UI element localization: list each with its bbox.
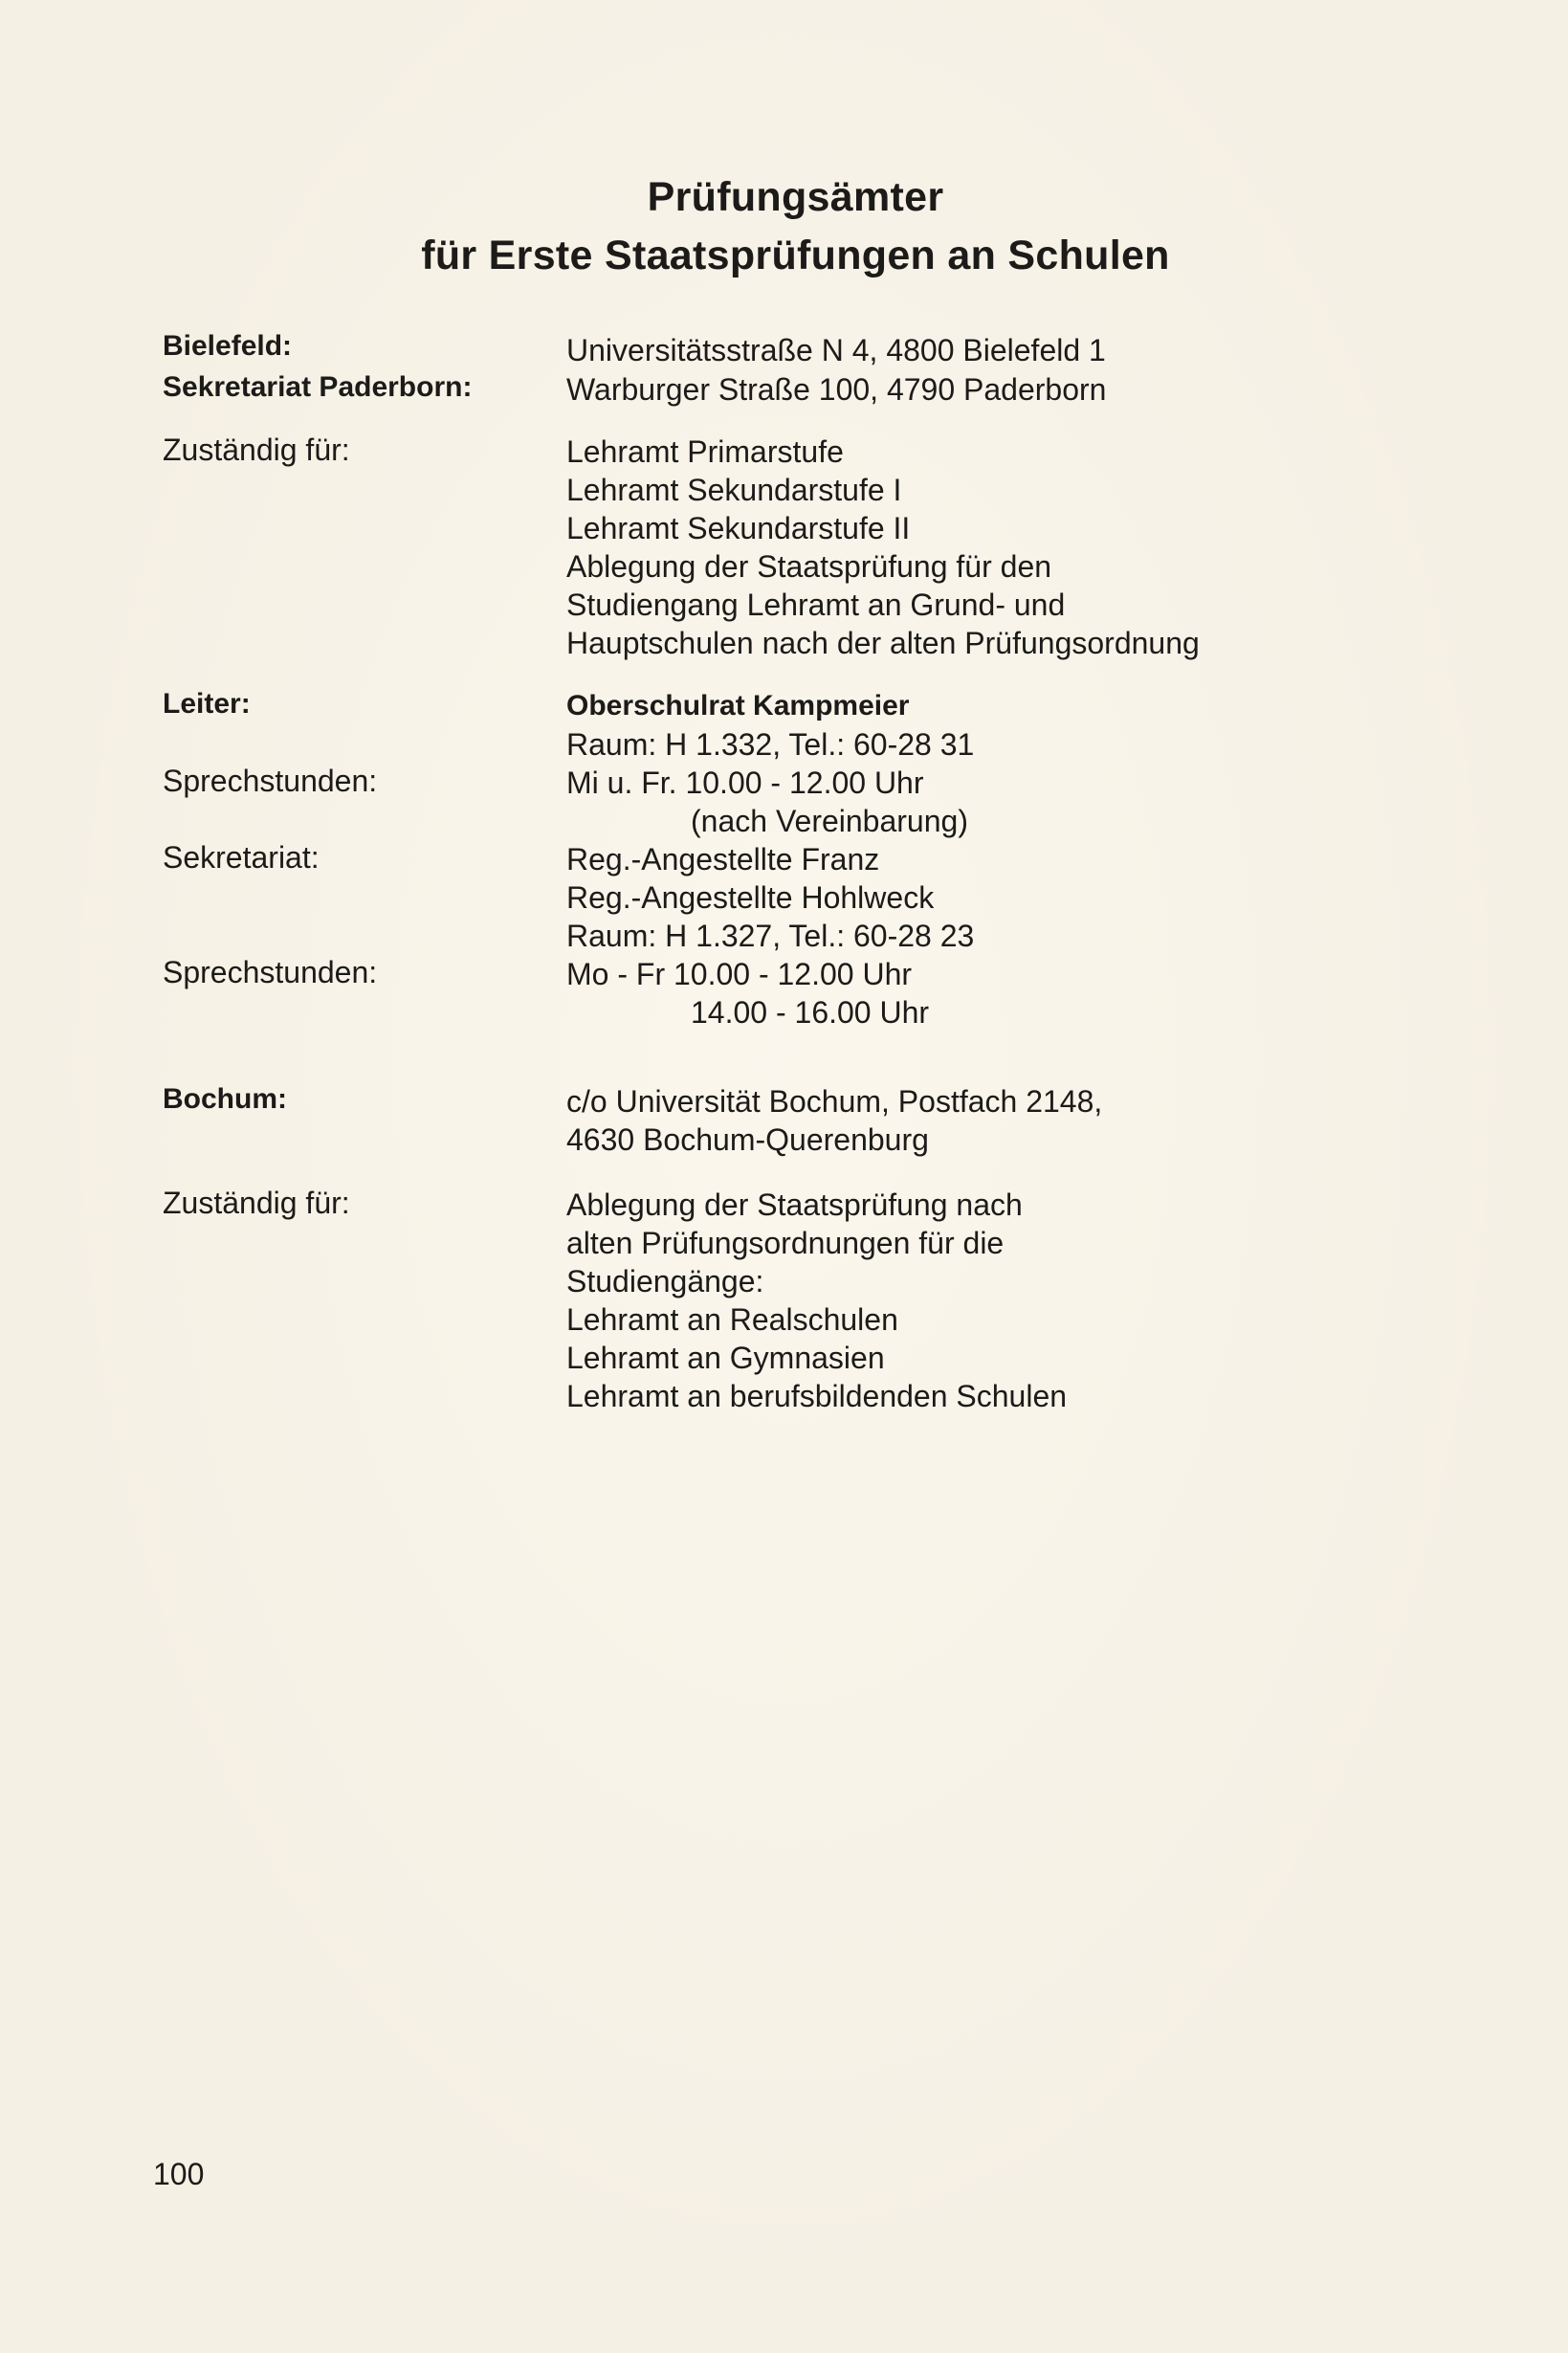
bochum-zustaendig-item: Lehramt an Gymnasien: [566, 1341, 885, 1375]
zustaendig-item: Lehramt Sekundarstufe II: [566, 511, 911, 545]
sprechstunden2-value-b: 14.00 - 16.00 Uhr: [691, 995, 930, 1030]
sekretariat-item: Reg.-Angestellte Franz: [566, 842, 880, 877]
zustaendig-item: Lehramt Primarstufe: [566, 434, 844, 469]
sekretariat-paderborn-address: Warburger Straße 100, 4790 Paderborn: [566, 372, 1107, 407]
sekretariat-paderborn-label: Sekretariat Paderborn:: [163, 371, 473, 403]
sprechstunden2-label: Sprechstunden:: [163, 955, 378, 989]
bielefeld-label: Bielefeld:: [163, 330, 293, 362]
zustaendig-item: Hauptschulen nach der alten Prüfungsordnung: [566, 626, 1200, 660]
leiter-label: Leiter:: [163, 688, 251, 720]
zustaendig-label: Zuständig für:: [163, 433, 350, 467]
bochum-zustaendig-item: alten Prüfungsordnungen für die: [566, 1226, 1005, 1260]
bochum-zustaendig-item: Ablegung der Staatsprüfung nach: [566, 1188, 1023, 1222]
sekretariat-item: Raum: H 1.327, Tel.: 60-28 23: [566, 919, 975, 953]
sekretariat-label: Sekretariat:: [163, 840, 320, 875]
sprechstunden-note: (nach Vereinbarung): [691, 804, 968, 838]
leiter-raum: Raum: H 1.332, Tel.: 60-28 31: [566, 727, 975, 762]
zustaendig-item: Ablegung der Staatsprüfung für den: [566, 549, 1052, 584]
sprechstunden-value: Mi u. Fr. 10.00 - 12.00 Uhr: [566, 766, 924, 800]
sekretariat-item: Reg.-Angestellte Hohlweck: [566, 880, 935, 915]
page-subtitle: für Erste Staatsprüfungen an Schulen: [421, 233, 1170, 278]
bochum-address: c/o Universität Bochum, Postfach 2148,: [566, 1084, 1103, 1119]
bochum-zustaendig-item: Studiengänge:: [566, 1264, 764, 1299]
bochum-zustaendig-item: Lehramt an berufsbildenden Schulen: [566, 1379, 1068, 1413]
sprechstunden-label: Sprechstunden:: [163, 764, 378, 798]
bochum-zustaendig-item: Lehramt an Realschulen: [566, 1302, 898, 1337]
bochum-zustaendig-label: Zuständig für:: [163, 1186, 350, 1220]
page-number: 100: [153, 2157, 205, 2191]
sprechstunden2-value: Mo - Fr 10.00 - 12.00 Uhr: [566, 957, 913, 991]
zustaendig-item: Lehramt Sekundarstufe I: [566, 473, 902, 507]
bielefeld-address: Universitätsstraße N 4, 4800 Bielefeld 1: [566, 333, 1106, 367]
page-title: Prüfungsämter: [647, 174, 944, 220]
zustaendig-item: Studiengang Lehramt an Grund- und: [566, 588, 1066, 622]
bochum-label: Bochum:: [163, 1083, 287, 1115]
bochum-address: 4630 Bochum-Querenburg: [566, 1122, 929, 1157]
leiter-name: Oberschulrat Kampmeier: [566, 690, 910, 721]
